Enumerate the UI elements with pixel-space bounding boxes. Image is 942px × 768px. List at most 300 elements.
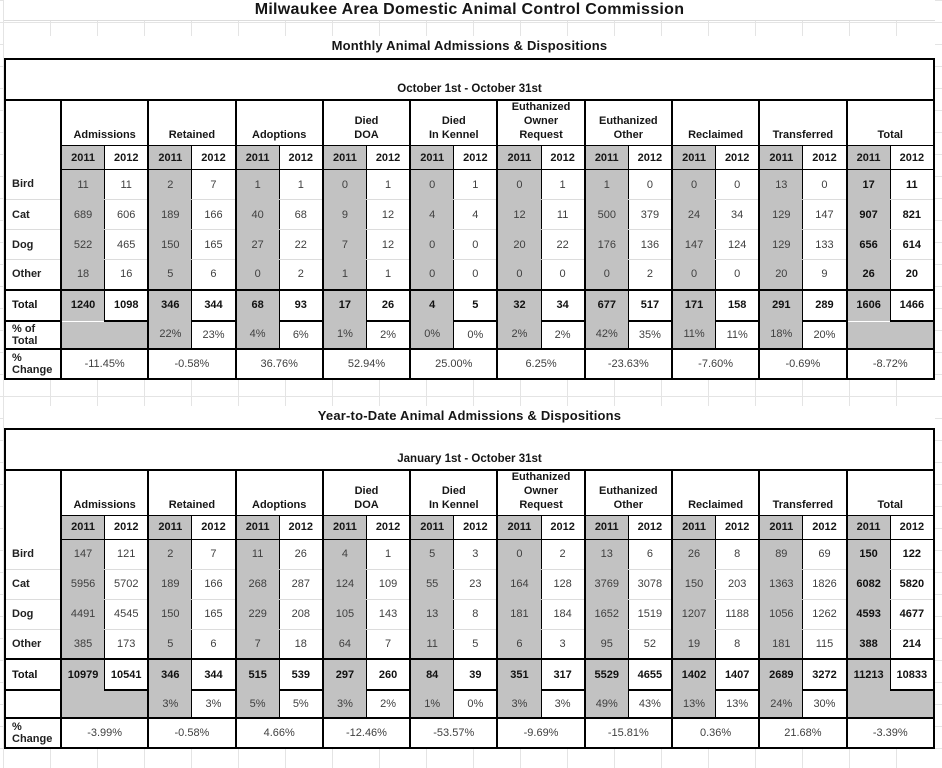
data-cell: 8 <box>454 599 498 629</box>
total-cell: 10833 <box>890 659 934 690</box>
data-cell: 0 <box>497 170 541 200</box>
column-group-header: Retained <box>148 100 235 146</box>
data-cell: 166 <box>192 569 236 599</box>
data-cell: 115 <box>803 629 847 659</box>
column-group-header: Euthanized Owner Request <box>497 470 584 516</box>
data-cell: 23 <box>454 569 498 599</box>
data-cell: 4 <box>410 200 454 230</box>
pct-change-cell: -0.69% <box>759 349 846 379</box>
pct-change-cell: -3.99% <box>61 718 148 748</box>
total-cell: 171 <box>672 290 716 321</box>
pct-change-cell: -7.60% <box>672 349 759 379</box>
column-group-header: Reclaimed <box>672 100 759 146</box>
pct-cell: 0% <box>410 321 454 349</box>
data-cell: 500 <box>585 200 629 230</box>
data-cell: 0 <box>672 170 716 200</box>
data-cell: 55 <box>410 569 454 599</box>
data-cell: 0 <box>803 170 847 200</box>
pct-cell: 6% <box>279 321 323 349</box>
data-cell: 129 <box>759 230 803 260</box>
data-cell: 0 <box>672 260 716 290</box>
ytd-table <box>4 430 935 750</box>
year-header: 2012 <box>628 146 672 170</box>
column-group-header: Died In Kennel <box>410 470 497 516</box>
year-header: 2012 <box>454 515 498 539</box>
data-cell: 11 <box>236 539 280 569</box>
data-cell: 20 <box>890 260 934 290</box>
data-cell: 4677 <box>890 599 934 629</box>
data-cell: 9 <box>323 200 367 230</box>
data-cell: 3 <box>541 629 585 659</box>
data-cell: 52 <box>628 629 672 659</box>
date-range: January 1st - October 31st <box>5 430 934 470</box>
pct-change-cell: 25.00% <box>410 349 497 379</box>
pct-cell: 3% <box>148 690 192 718</box>
year-header: 2011 <box>497 146 541 170</box>
data-cell: 150 <box>148 599 192 629</box>
data-cell: 11 <box>541 200 585 230</box>
total-cell: 260 <box>366 659 410 690</box>
year-header: 2011 <box>236 515 280 539</box>
data-cell: 124 <box>323 569 367 599</box>
data-cell: 8 <box>716 629 760 659</box>
data-cell: 2 <box>628 260 672 290</box>
data-cell: 2 <box>279 260 323 290</box>
total-cell: 517 <box>628 290 672 321</box>
data-cell: 6 <box>192 260 236 290</box>
column-group-header: Retained <box>148 470 235 516</box>
row-label: Cat <box>5 569 61 599</box>
data-cell: 7 <box>366 629 410 659</box>
total-cell: 317 <box>541 659 585 690</box>
data-cell: 5702 <box>105 569 149 599</box>
data-cell: 5 <box>148 260 192 290</box>
total-cell: 1466 <box>890 290 934 321</box>
monthly-heading: Monthly Animal Admissions & Dispositions <box>4 36 935 60</box>
page-title: Milwaukee Area Domestic Animal Control Commission <box>4 0 935 21</box>
data-cell: 165 <box>192 599 236 629</box>
year-header: 2012 <box>105 146 149 170</box>
data-cell: 0 <box>323 170 367 200</box>
total-cell: 291 <box>759 290 803 321</box>
year-header: 2012 <box>279 515 323 539</box>
data-cell: 1 <box>366 170 410 200</box>
data-cell: 11 <box>890 170 934 200</box>
total-cell: 32 <box>497 290 541 321</box>
year-header: 2012 <box>716 515 760 539</box>
pct-cell: 1% <box>323 321 367 349</box>
year-header: 2011 <box>148 146 192 170</box>
pct-cell: 2% <box>541 321 585 349</box>
pct-change-label: % Change <box>12 721 53 745</box>
data-cell: 3769 <box>585 569 629 599</box>
data-cell: 1207 <box>672 599 716 629</box>
data-cell: 0 <box>236 260 280 290</box>
data-cell: 189 <box>148 569 192 599</box>
data-cell: 1 <box>236 170 280 200</box>
row-label: Dog <box>5 599 61 629</box>
pct-change-cell: -0.58% <box>148 718 235 748</box>
row-label: Bird <box>5 539 61 569</box>
data-cell: 189 <box>148 200 192 230</box>
year-header: 2011 <box>410 146 454 170</box>
data-cell: 22 <box>541 230 585 260</box>
total-cell: 2689 <box>759 659 803 690</box>
data-cell: 0 <box>410 260 454 290</box>
total-row-label: Total <box>5 290 61 321</box>
data-cell: 1 <box>585 170 629 200</box>
pct-cell: 11% <box>672 321 716 349</box>
data-cell: 181 <box>497 599 541 629</box>
data-cell: 6 <box>192 629 236 659</box>
data-cell: 40 <box>236 200 280 230</box>
year-header: 2012 <box>192 146 236 170</box>
total-cell: 4 <box>410 290 454 321</box>
data-cell: 1 <box>454 170 498 200</box>
total-cell: 346 <box>148 659 192 690</box>
pct-change-cell: 21.68% <box>759 718 846 748</box>
monthly-table <box>4 60 935 380</box>
data-cell: 128 <box>541 569 585 599</box>
total-cell: 158 <box>716 290 760 321</box>
data-cell: 5 <box>148 629 192 659</box>
column-group-header: Euthanized Other <box>585 100 672 146</box>
data-cell: 2 <box>148 170 192 200</box>
data-cell: 95 <box>585 629 629 659</box>
pct-cell: 13% <box>672 690 716 718</box>
year-header: 2011 <box>759 146 803 170</box>
data-cell: 5820 <box>890 569 934 599</box>
column-group-header: Died In Kennel <box>410 100 497 146</box>
data-cell: 17 <box>847 170 891 200</box>
data-cell: 1262 <box>803 599 847 629</box>
data-cell: 133 <box>803 230 847 260</box>
row-label: Cat <box>5 200 61 230</box>
data-cell: 27 <box>236 230 280 260</box>
data-cell: 1652 <box>585 599 629 629</box>
year-header: 2011 <box>497 515 541 539</box>
pct-change-label: % Change <box>12 351 53 376</box>
year-header: 2012 <box>890 146 934 170</box>
total-cell: 39 <box>454 659 498 690</box>
pct-change-cell: -23.63% <box>585 349 672 379</box>
data-cell: 89 <box>759 539 803 569</box>
pct-cell: 3% <box>192 690 236 718</box>
year-header: 2012 <box>366 146 410 170</box>
data-cell: 0 <box>585 260 629 290</box>
data-cell: 6082 <box>847 569 891 599</box>
pct-blank-cell <box>61 690 148 718</box>
data-cell: 0 <box>410 170 454 200</box>
data-cell: 181 <box>759 629 803 659</box>
row-label: Bird <box>5 170 61 200</box>
data-cell: 0 <box>716 170 760 200</box>
data-cell: 147 <box>61 539 105 569</box>
data-cell: 24 <box>672 200 716 230</box>
pct-cell: 49% <box>585 690 629 718</box>
data-cell: 12 <box>497 200 541 230</box>
pct-change-cell: -0.58% <box>148 349 235 379</box>
pct-change-cell: -8.72% <box>847 349 934 379</box>
year-header: 2012 <box>803 146 847 170</box>
total-cell: 1606 <box>847 290 891 321</box>
total-cell: 93 <box>279 290 323 321</box>
pct-change-cell: -53.57% <box>410 718 497 748</box>
data-cell: 4593 <box>847 599 891 629</box>
data-cell: 18 <box>61 260 105 290</box>
data-cell: 122 <box>890 539 934 569</box>
data-cell: 0 <box>628 170 672 200</box>
pct-cell: 3% <box>541 690 585 718</box>
data-cell: 166 <box>192 200 236 230</box>
year-header: 2011 <box>847 515 891 539</box>
data-cell: 6 <box>497 629 541 659</box>
data-cell: 173 <box>105 629 149 659</box>
data-cell: 19 <box>672 629 716 659</box>
total-row-label: Total <box>5 659 61 690</box>
year-header: 2012 <box>890 515 934 539</box>
year-header: 2012 <box>105 515 149 539</box>
data-cell: 5 <box>410 539 454 569</box>
total-cell: 10979 <box>61 659 105 690</box>
total-cell: 1402 <box>672 659 716 690</box>
pct-cell: 42% <box>585 321 629 349</box>
year-header: 2011 <box>323 515 367 539</box>
data-cell: 1519 <box>628 599 672 629</box>
total-cell: 351 <box>497 659 541 690</box>
data-cell: 5 <box>454 629 498 659</box>
data-cell: 12 <box>366 230 410 260</box>
pct-cell: 11% <box>716 321 760 349</box>
data-cell: 2 <box>541 539 585 569</box>
data-cell: 1 <box>366 260 410 290</box>
data-cell: 2 <box>148 539 192 569</box>
data-cell: 165 <box>192 230 236 260</box>
pct-cell: 4% <box>236 321 280 349</box>
pct-cell: 2% <box>366 321 410 349</box>
data-cell: 150 <box>672 569 716 599</box>
year-header: 2011 <box>323 146 367 170</box>
data-cell: 136 <box>628 230 672 260</box>
data-cell: 614 <box>890 230 934 260</box>
data-cell: 26 <box>847 260 891 290</box>
year-header: 2011 <box>585 146 629 170</box>
data-cell: 385 <box>61 629 105 659</box>
data-cell: 4491 <box>61 599 105 629</box>
year-header: 2011 <box>672 146 716 170</box>
data-cell: 268 <box>236 569 280 599</box>
pct-cell: 24% <box>759 690 803 718</box>
pct-change-cell: 36.76% <box>236 349 323 379</box>
data-cell: 20 <box>759 260 803 290</box>
pct-blank-cell <box>847 321 934 349</box>
pct-cell: 43% <box>628 690 672 718</box>
pct-cell: 1% <box>410 690 454 718</box>
row-label-header <box>5 470 61 540</box>
data-cell: 1 <box>279 170 323 200</box>
row-label: Dog <box>5 230 61 260</box>
pct-cell: 3% <box>323 690 367 718</box>
total-cell: 26 <box>366 290 410 321</box>
total-cell: 297 <box>323 659 367 690</box>
data-cell: 8 <box>716 539 760 569</box>
pct-cell: 0% <box>454 321 498 349</box>
data-cell: 522 <box>61 230 105 260</box>
data-cell: 109 <box>366 569 410 599</box>
column-group-header: Transferred <box>759 470 846 516</box>
year-header: 2011 <box>672 515 716 539</box>
data-cell: 208 <box>279 599 323 629</box>
year-header: 2012 <box>454 146 498 170</box>
row-label: Other <box>5 629 61 659</box>
data-cell: 0 <box>454 230 498 260</box>
total-cell: 289 <box>803 290 847 321</box>
spacer <box>0 21 942 36</box>
total-cell: 539 <box>279 659 323 690</box>
data-cell: 164 <box>497 569 541 599</box>
column-group-header: Transferred <box>759 100 846 146</box>
year-header: 2011 <box>61 146 105 170</box>
total-cell: 84 <box>410 659 454 690</box>
data-cell: 656 <box>847 230 891 260</box>
column-group-header: Died DOA <box>323 100 410 146</box>
year-header: 2011 <box>148 515 192 539</box>
data-cell: 11 <box>410 629 454 659</box>
data-cell: 4545 <box>105 599 149 629</box>
pct-change-cell: -3.39% <box>847 718 934 748</box>
year-header: 2011 <box>759 515 803 539</box>
data-cell: 11 <box>61 170 105 200</box>
year-header: 2012 <box>366 515 410 539</box>
data-cell: 12 <box>366 200 410 230</box>
data-cell: 11 <box>105 170 149 200</box>
total-cell: 34 <box>541 290 585 321</box>
data-cell: 3078 <box>628 569 672 599</box>
data-cell: 1363 <box>759 569 803 599</box>
pct-cell: 18% <box>759 321 803 349</box>
data-cell: 147 <box>803 200 847 230</box>
total-cell: 344 <box>192 659 236 690</box>
data-cell: 34 <box>716 200 760 230</box>
pct-change-cell: 52.94% <box>323 349 410 379</box>
column-group-header: Adoptions <box>236 470 323 516</box>
year-header: 2011 <box>61 515 105 539</box>
data-cell: 9 <box>803 260 847 290</box>
column-group-header: Died DOA <box>323 470 410 516</box>
spacer <box>0 380 942 406</box>
data-cell: 0 <box>541 260 585 290</box>
data-cell: 129 <box>759 200 803 230</box>
ytd-heading: Year-to-Date Animal Admissions & Dispositions <box>4 406 935 430</box>
data-cell: 0 <box>410 230 454 260</box>
data-cell: 907 <box>847 200 891 230</box>
pct-change-cell: 4.66% <box>236 718 323 748</box>
pct-cell: 5% <box>236 690 280 718</box>
year-header: 2012 <box>541 146 585 170</box>
date-range: October 1st - October 31st <box>5 60 934 100</box>
total-cell: 10541 <box>105 659 149 690</box>
data-cell: 7 <box>192 170 236 200</box>
total-cell: 3272 <box>803 659 847 690</box>
data-cell: 0 <box>497 260 541 290</box>
pct-cell: 30% <box>803 690 847 718</box>
column-group-header: Admissions <box>61 470 148 516</box>
row-label: Other <box>5 260 61 290</box>
data-cell: 20 <box>497 230 541 260</box>
total-cell: 515 <box>236 659 280 690</box>
data-cell: 0 <box>497 539 541 569</box>
pct-change-cell: -12.46% <box>323 718 410 748</box>
pct-cell: 35% <box>628 321 672 349</box>
data-cell: 150 <box>148 230 192 260</box>
data-cell: 1826 <box>803 569 847 599</box>
data-cell: 22 <box>279 230 323 260</box>
data-cell: 121 <box>105 539 149 569</box>
pct-of-total-label <box>5 690 61 718</box>
data-cell: 26 <box>672 539 716 569</box>
year-header: 2012 <box>628 515 672 539</box>
year-header: 2011 <box>847 146 891 170</box>
year-header: 2011 <box>410 515 454 539</box>
data-cell: 5956 <box>61 569 105 599</box>
data-cell: 1 <box>541 170 585 200</box>
data-cell: 203 <box>716 569 760 599</box>
data-cell: 13 <box>410 599 454 629</box>
data-cell: 105 <box>323 599 367 629</box>
column-group-header: Adoptions <box>236 100 323 146</box>
year-header: 2012 <box>803 515 847 539</box>
pct-change-cell: 6.25% <box>497 349 584 379</box>
data-cell: 7 <box>236 629 280 659</box>
pct-blank-cell <box>61 321 148 349</box>
total-cell: 344 <box>192 290 236 321</box>
data-cell: 3 <box>454 539 498 569</box>
data-cell: 176 <box>585 230 629 260</box>
data-cell: 1188 <box>716 599 760 629</box>
pct-cell: 20% <box>803 321 847 349</box>
data-cell: 1 <box>323 260 367 290</box>
year-header: 2012 <box>279 146 323 170</box>
column-group-header: Total <box>847 100 934 146</box>
data-cell: 214 <box>890 629 934 659</box>
data-cell: 287 <box>279 569 323 599</box>
column-group-header: Euthanized Other <box>585 470 672 516</box>
year-header: 2012 <box>541 515 585 539</box>
data-cell: 229 <box>236 599 280 629</box>
data-cell: 13 <box>759 170 803 200</box>
pct-change-cell: -11.45% <box>61 349 148 379</box>
data-cell: 26 <box>279 539 323 569</box>
total-cell: 1407 <box>716 659 760 690</box>
total-cell: 5529 <box>585 659 629 690</box>
pct-of-total-label: % of Total <box>5 321 61 349</box>
data-cell: 143 <box>366 599 410 629</box>
data-cell: 4 <box>454 200 498 230</box>
data-cell: 68 <box>279 200 323 230</box>
column-group-header: Total <box>847 470 934 516</box>
pct-cell: 23% <box>192 321 236 349</box>
pct-cell: 22% <box>148 321 192 349</box>
data-cell: 689 <box>61 200 105 230</box>
pct-change-cell: 0.36% <box>672 718 759 748</box>
pct-cell: 2% <box>366 690 410 718</box>
total-cell: 5 <box>454 290 498 321</box>
pct-cell: 5% <box>279 690 323 718</box>
total-cell: 11213 <box>847 659 891 690</box>
total-cell: 346 <box>148 290 192 321</box>
pct-cell: 13% <box>716 690 760 718</box>
column-group-header: Reclaimed <box>672 470 759 516</box>
